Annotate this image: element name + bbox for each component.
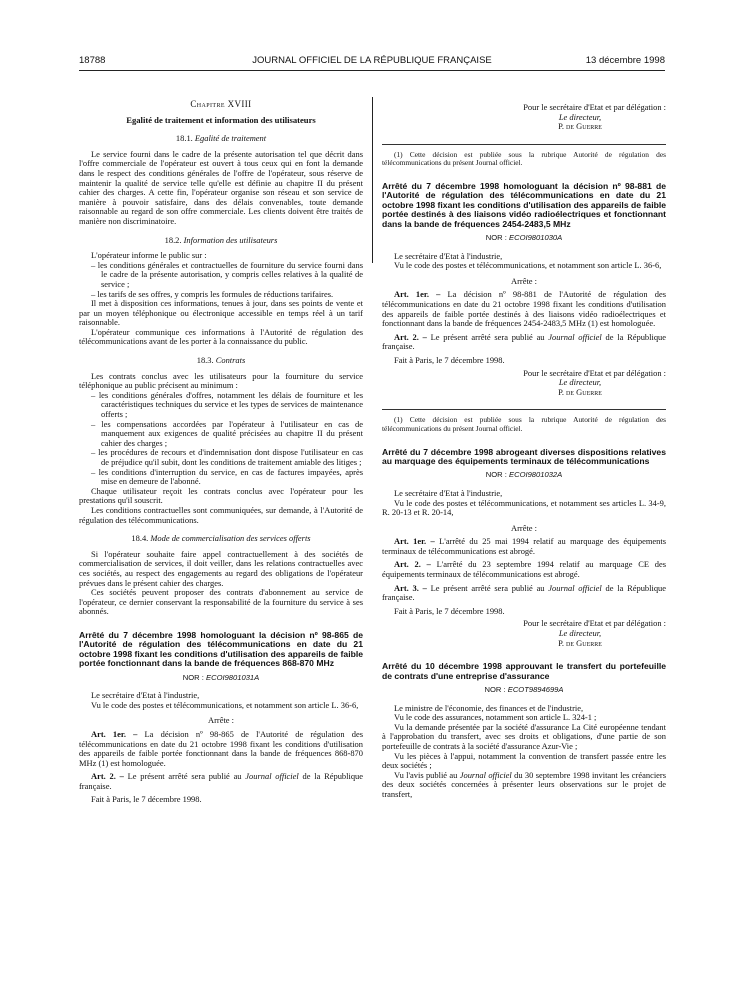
list-item: – les compensations accordées par l'opérateur à l'utilisateur en cas de manquement aux exigences de qualité précisées au chapitre II du présent cahier des charges ; xyxy=(91,418,363,448)
paragraph: L'opérateur informe le public sur : xyxy=(91,250,207,261)
list-item: – les conditions générales d'offres, notamment les délais de fourniture et les caractéristiques techniques du service et les types de services de maintenance offerts ; xyxy=(91,389,363,420)
chapter-title: Egalité de traitement et information des utilisateurs xyxy=(126,114,316,125)
decree-title: Arrêté du 7 décembre 1998 abrogeant diverses dispositions relatives au marquage des équipements terminaux de télécommunications xyxy=(382,446,666,466)
section-heading: 18.4. Mode de commercialisation des services offerts xyxy=(131,533,311,544)
paragraph: Ces sociétés peuvent proposer des contrats d'abonnement au service de l'opérateur, ce dernier conservant la responsabilité de la fourniture du service à ses abonnés. xyxy=(79,587,363,617)
footnote: (1) Cette décision est publiée sous la rubrique Autorité de régulation des télécommunications du présent Journal officiel. xyxy=(382,415,666,433)
decree-title: Arrêté du 10 décembre 1998 approuvant le transfert du portefeuille de contrats d'une entreprise d'assurance xyxy=(382,661,666,681)
paragraph: Le ministre de l'économie, des finances et de l'industrie, xyxy=(394,702,584,713)
article: Art. 1er. – La décision nº 98-881 de l'Autorité de régulation des télécommunications en date du 21 octobre 1998 fixant les conditions d'utilisation des appareils de faible portée destinés à des liaisons vidéo radioélectriques et fonctionnant dans la bande de fréquences 2454-2483,5 MHz (1) est homologuée. xyxy=(382,289,666,329)
page-number: 18788 xyxy=(79,55,106,66)
nor-reference: NOR : ECOI9801031A xyxy=(182,672,260,682)
footnote: (1) Cette décision est publiée sous la rubrique Autorité de régulation des télécommunications du présent Journal officiel. xyxy=(382,149,666,168)
paragraph: Vu le code des assurances, notamment son article L. 324-1 ; xyxy=(394,712,597,723)
paragraph: Chaque utilisateur reçoit les contrats conclus avec l'opérateur pour les prestations qu'il souscrit. xyxy=(79,485,363,506)
list-item: – les conditions générales et contractuelles de fourniture du service fourni dans le cadre de la présente autorisation, y compris celles relatives à la qualité de service ; xyxy=(91,259,363,289)
paragraph: Vu le code des postes et télécommunications, et notamment ses articles L. 34-9, R. 20-13 et R. 20-14, xyxy=(382,497,666,518)
paragraph: Vu les pièces à l'appui, notamment la convention de transfert passée entre les deux sociétés ; xyxy=(382,750,666,771)
paragraph: Vu l'avis publié au Journal officiel du 30 septembre 1998 invitant les créanciers des deux sociétés concernées à présenter leurs observations sur le projet de transfert, xyxy=(382,769,666,799)
paragraph: Le secrétaire d'Etat à l'industrie, xyxy=(91,690,200,701)
chapter-heading: Chapitre XVIII xyxy=(190,99,252,109)
paragraph: Vu le code des postes et télécommunications, et notamment son article L. 36-6, xyxy=(91,699,359,710)
footnote-separator xyxy=(382,144,666,145)
left-column xyxy=(79,100,363,805)
arrete-heading: Arrête : xyxy=(510,275,537,286)
signature-block: Pour le secrétaire d'Etat et par délégation : Le directeur, P. de Guerre xyxy=(523,367,666,397)
decree-title: Arrêté du 7 décembre 1998 homologuant la décision nº 98-865 de l'Autorité de régulation des télécommunications en date du 21 octobre 1998 fixant les conditions d'utilisation des appareils de faible portée fonctionnant dans la bande de fréquences 868-870 MHz xyxy=(79,629,363,669)
signature-place-date: Fait à Paris, le 7 décembre 1998. xyxy=(394,605,505,616)
footnote-separator xyxy=(382,409,666,410)
article: Art. 2. – Le présent arrêté sera publié au Journal officiel de la République française. xyxy=(382,331,666,352)
section-heading: 18.1. Egalité de traitement xyxy=(175,133,267,144)
article: Art. 3. – Le présent arrêté sera publié au Journal officiel de la République française. xyxy=(382,582,666,603)
article: Art. 1er. – La décision nº 98-865 de l'Autorité de régulation des télécommunications en date du 21 octobre 1998 fixant les conditions d'utilisation des appareils de faible portée fonctionnant dans la bande de fréquences 868-870 MHz (1) est homologuée. xyxy=(79,728,363,768)
section-heading: 18.3. Contrats xyxy=(196,355,246,366)
paragraph: Le secrétaire d'Etat à l'industrie, xyxy=(394,487,503,498)
list-item: – les tarifs de ses offres, y compris les formules de réductions tarifaires. xyxy=(91,288,334,299)
arrete-heading: Arrête : xyxy=(510,522,537,533)
nor-reference: NOR : ECOT9894699A xyxy=(484,685,564,695)
page-header xyxy=(79,55,665,71)
list-item: – les conditions d'interruption du service, en cas de factures impayées, après mise en demeure de l'abonné. xyxy=(91,466,363,487)
paragraph: Vu la demande présentée par la société d'assurance La Cité européenne tendant à l'approbation du transfert, avec ses droits et obligations, d'une partie de son portefeuille de contrats à la société d'assurance Azur-Vie ; xyxy=(382,721,666,751)
paragraph: Les contrats conclus avec les utilisateurs pour la fourniture du service téléphonique au public précisent au minimum : xyxy=(79,370,363,391)
article: Art. 1er. – L'arrêté du 25 mai 1994 relatif au marquage des équipements terminaux de télécommunications est abrogé. xyxy=(382,536,666,556)
signature-place-date: Fait à Paris, le 7 décembre 1998. xyxy=(91,794,202,805)
list-item: – les procédures de recours et d'indemnisation dont dispose l'utilisateur en cas de préjudice qu'il subit, dont les conditions de traitement amiable des litiges ; xyxy=(91,447,363,467)
article: Art. 2. – L'arrêté du 23 septembre 1994 relatif au marquage CE des équipements terminaux de télécommunications est abrogé. xyxy=(382,559,666,580)
paragraph: Si l'opérateur souhaite faire appel contractuellement à des sociétés de commercialisation de services, il doit veiller, dans les relations contractuelles avec ces sociétés, au respect des engagements au regard des obligations de l'opérateur prévues dans le présent cahier des charges. xyxy=(79,548,363,588)
nor-reference: NOR : ECOI9801032A xyxy=(485,470,563,480)
nor-reference: NOR : ECOI9801030A xyxy=(485,233,563,242)
paragraph: Il met à disposition ces informations, tenues à jour, dans ses points de vente et par un moyen téléphonique ou électronique accessible en temps réel à un tarif raisonnable. xyxy=(79,298,363,328)
paragraph: L'opérateur communique ces informations à l'Autorité de régulation des télécommunications avant de les porter à la connaissance du public. xyxy=(79,326,363,347)
right-column xyxy=(382,100,666,800)
paragraph: Le secrétaire d'Etat à l'industrie, xyxy=(394,250,503,261)
signature-block: Pour le secrétaire d'Etat et par délégation : Le directeur, P. de Guerre xyxy=(523,618,666,648)
header-rule xyxy=(79,70,665,71)
article: Art. 2. – Le présent arrêté sera publié au Journal officiel de la République française. xyxy=(79,771,363,791)
issue-date: 13 décembre 1998 xyxy=(585,55,665,66)
decree-title: Arrêté du 7 décembre 1998 homologuant la décision nº 98-881 de l'Autorité de régulation des télécommunications en date du 21 octobre 1998 fixant les conditions d'utilisation des appareils de faible portée destinés à des liaisons vidéo radioélectriques et fonctionnant dans la bande de fréquences 2454-2483,5 MHz xyxy=(382,180,666,229)
paragraph: Le service fourni dans le cadre de la présente autorisation tel que décrit dans l'offre commerciale de l'opérateur est ouvert à tous ceux qui en font la demande dans le respect des conditions générales de l'offre de l'opérateur, sous réserve de maintenir la qualité de service telle qu'elle est définie au chapitre II du présent cahier des charges. A cette fin, l'opérateur organise son réseau et son service de manière à pouvoir satisfaire, dans des délais convenables, toute demande raisonnable au regard de son offre commerciale. Les clients doivent être traités de manière non discriminatoire. xyxy=(79,148,363,226)
section-heading: 18.2. Information des utilisateurs xyxy=(164,234,278,245)
signature-block: Pour le secrétaire d'Etat et par délégation : Le directeur, P. de Guerre xyxy=(523,102,666,132)
signature-place-date: Fait à Paris, le 7 décembre 1998. xyxy=(394,354,505,365)
arrete-heading: Arrête : xyxy=(207,715,234,726)
paragraph: Les conditions contractuelles sont communiquées, sur demande, à l'Autorité de régulation des télécommunications. xyxy=(79,504,363,525)
column-divider xyxy=(372,97,373,263)
journal-title: JOURNAL OFFICIEL DE LA RÉPUBLIQUE FRANÇAISE xyxy=(252,55,492,66)
paragraph: Vu le code des postes et télécommunications, et notamment son article L. 36-6, xyxy=(394,260,662,271)
